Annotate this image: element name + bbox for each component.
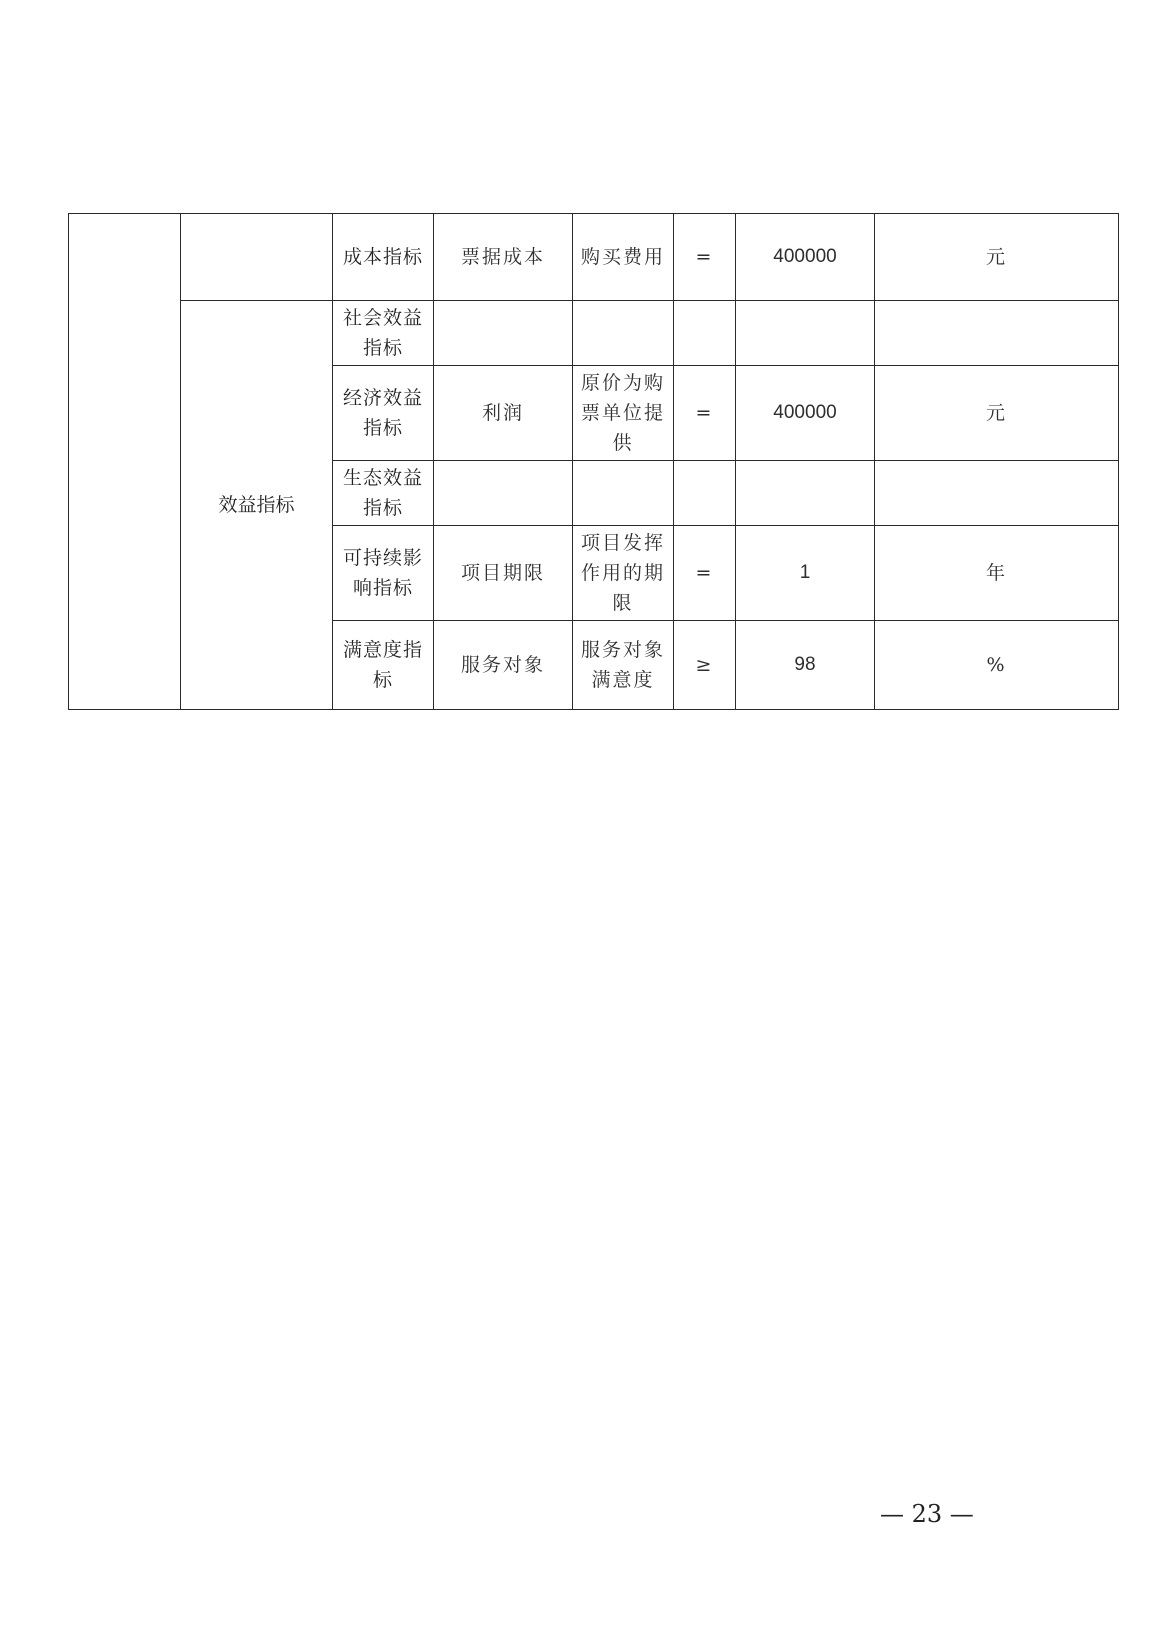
- target-value-cell: 400000: [736, 366, 875, 461]
- indicator-item-cell: 服务对象: [434, 621, 573, 710]
- indicator-desc-cell: 原价为购票单位提供: [573, 366, 674, 461]
- unit-cell: %: [875, 621, 1119, 710]
- operator-cell: [674, 461, 736, 526]
- indicator-desc-cell: 购买费用: [573, 214, 674, 301]
- unit-cell: [875, 301, 1119, 366]
- level3-cell: 经济效益指标: [333, 366, 434, 461]
- indicator-desc-cell: [573, 301, 674, 366]
- table-row: [69, 214, 1119, 301]
- level3-cell: 生态效益指标: [333, 461, 434, 526]
- level3-cell: 满意度指标: [333, 621, 434, 710]
- unit-cell: [875, 461, 1119, 526]
- unit-cell: 元: [875, 366, 1119, 461]
- indicator-desc-cell: [573, 461, 674, 526]
- performance-indicator-table: [68, 213, 1119, 710]
- operator-cell: =: [674, 214, 736, 301]
- indicator-desc-cell: 服务对象满意度: [573, 621, 674, 710]
- indicator-item-cell: 利润: [434, 366, 573, 461]
- operator-cell: ≥: [674, 621, 736, 710]
- table-row: [69, 301, 1119, 366]
- level3-cell: 社会效益指标: [333, 301, 434, 366]
- target-value-cell: 98: [736, 621, 875, 710]
- indicator-item-cell: 票据成本: [434, 214, 573, 301]
- level3-cell: 成本指标: [333, 214, 434, 301]
- level3-cell: 可持续影响指标: [333, 526, 434, 621]
- indicator-item-cell: 项目期限: [434, 526, 573, 621]
- level2-cell-benefit: 效益指标: [181, 301, 333, 710]
- indicator-desc-cell: 项目发挥作用的期限: [573, 526, 674, 621]
- operator-cell: =: [674, 366, 736, 461]
- operator-cell: [674, 301, 736, 366]
- indicator-item-cell: [434, 301, 573, 366]
- page-number: — 23 —: [880, 1500, 974, 1528]
- target-value-cell: 1: [736, 526, 875, 621]
- unit-cell: 元: [875, 214, 1119, 301]
- indicator-item-cell: [434, 461, 573, 526]
- level2-cell-empty: [181, 214, 333, 301]
- target-value-cell: 400000: [736, 214, 875, 301]
- target-value-cell: [736, 461, 875, 526]
- level1-cell: [69, 214, 181, 710]
- target-value-cell: [736, 301, 875, 366]
- unit-cell: 年: [875, 526, 1119, 621]
- operator-cell: =: [674, 526, 736, 621]
